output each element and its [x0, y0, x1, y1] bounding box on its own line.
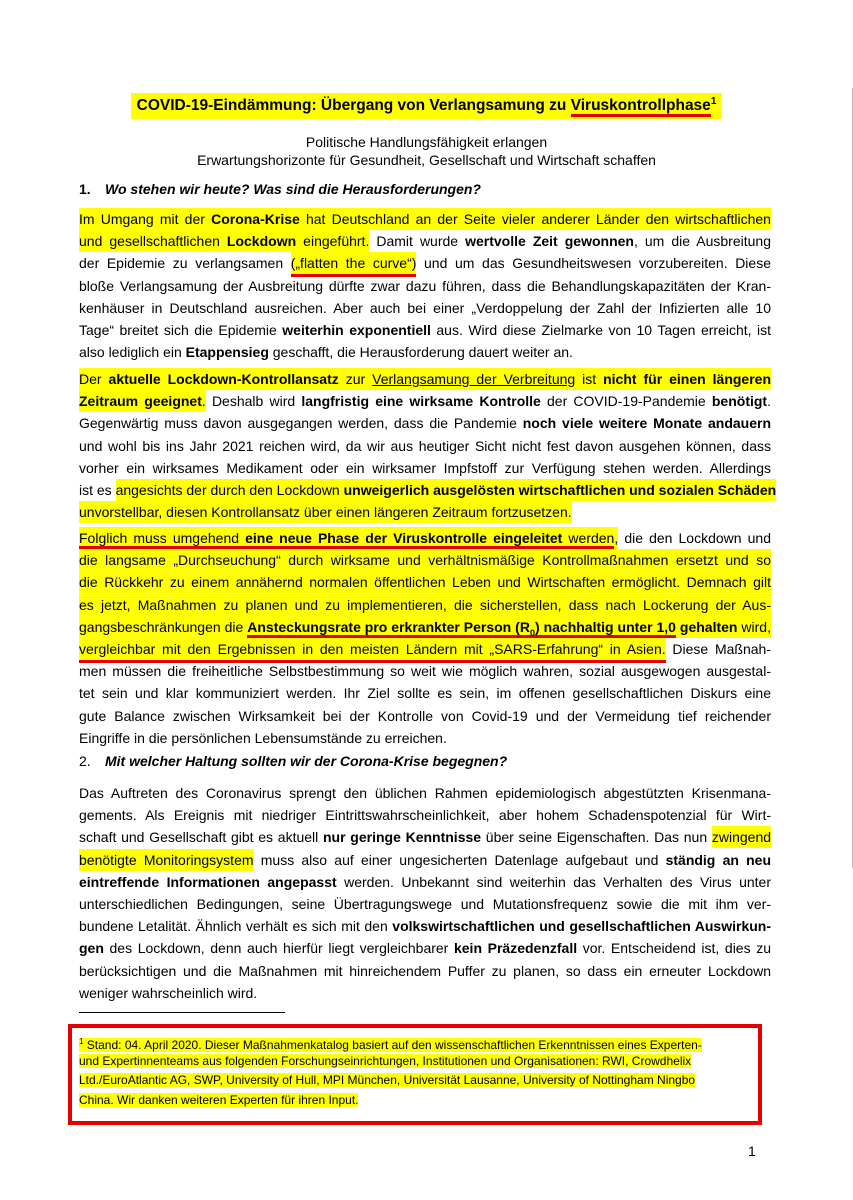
p3-line-6: vergleichbar mit den Ergebnissen in den meisten Ländern mit „SARS-Erfahrung“ in Asien. Diese Maßnah-: [79, 638, 771, 660]
p2-line-6: ist es angesichts der durch den Lockdown unweigerlich ausgelösten wirtschaftlichen und sozialen Schäden: [79, 479, 771, 501]
p4-line-4: benötigte Monitoringsystem muss also auf einer ungesicherten Datenlage aufgebaut und ständig an neu: [79, 849, 771, 871]
page-number: 1: [748, 1143, 756, 1159]
footnote-line-3: Ltd./EuroAtlantic AG, SWP, University of Hull, MPI München, Universität Lausanne, University of Nottingham Ningbo: [79, 1073, 696, 1087]
title-highlight: [131, 93, 723, 119]
p3-line-1: Folglich muss umgehend eine neue Phase der Viruskontrolle eingeleitet werden, die den Lockdown und: [79, 527, 771, 549]
p4-line-7: bundene Letalität. Ähnlich verhält es sich mit den volkswirtschaftlichen und gesellschaftlichen Auswirkun-: [79, 918, 772, 935]
subtitle-1: Politische Handlungsfähigkeit erlangen: [305, 134, 548, 150]
p3-line-5: gangsbeschränkungen die Ansteckungsrate pro erkrankter Person $(R_0)$ nachhaltig unter 1,0 gehalten wird,: [79, 616, 771, 638]
footnote-separator: [79, 1012, 285, 1013]
p1-line-5: kenhäuser in Deutschland ausreichen. Aber auch bei einer „Verdoppelung der Zahl der Infizierten alle 10: [79, 299, 771, 316]
p4-line-1: Das Auftreten des Coronavirus sprengt den üblichen Rahmen epidemiologisch abgestützten Krisenmana-: [79, 785, 771, 801]
p4-line-9: berücksichtigen und die Maßnahmen mit hinreichendem Puffer zu planen, so dass ein erneuter Lockdown: [79, 962, 771, 979]
p1-line-1: Im Umgang mit der Corona-Krise hat Deutschland an der Seite vieler anderer Länder den wirtschaftlichen: [79, 208, 771, 230]
p2-line-7: unvorstellbar, diesen Kontrollansatz über einen längeren Zeitraum fortzusetzen.: [79, 501, 771, 523]
section-1-title: Wo stehen wir heute? Was sind die Herausforderungen?: [105, 181, 481, 197]
p3-line-7: men müssen die freiheitliche Selbstbestimmung so weit wie möglich wahren, sozial ausgewogen ausgestal-: [79, 663, 771, 680]
section-2-title: Mit welcher Haltung sollten wir der Corona-Krise begegnen?: [105, 753, 508, 769]
p1-line-3: der Epidemie zu verlangsamen („flatten the curve“) und um das Gesundheitswesen vorzubereiten. Diese: [79, 252, 771, 274]
p4-line-5: eintreffende Informationen angepasst werden. Unbekannt sind weiterhin das Verhalten des Virus unter: [79, 873, 771, 890]
paragraph-3: [79, 527, 771, 749]
p3-line-9: gute Balance zwischen Wirksamkeit bei der Kontrolle von Covid-19 und der Vermeidung tief reichender: [79, 707, 771, 724]
section-2-heading: [79, 753, 507, 769]
title-footnote-mark: 1: [710, 95, 717, 107]
document-title: [0, 97, 853, 115]
footnote-line-4: China. Wir danken weiteren Experten für ihren Input.: [79, 1092, 359, 1107]
p4-line-10: weniger wahrscheinlich wird.: [79, 984, 258, 1001]
footnote-line-2: und Expertinnenteams aus folgenden Forschungseinrichtungen, Institutionen und Organisationen: RWI, Crowdhelix: [79, 1053, 692, 1068]
p2-line-2: Zeitraum geeignet. Deshalb wird langfristig eine wirksame Kontrolle der COVID-19-Pandemie benötigt.: [79, 390, 771, 412]
section-1-number: 1.: [79, 181, 91, 197]
p2-line-3: Gegenwärtig muss davon ausgegangen werden, dass die Pandemie noch viele weitere Monate andauern: [79, 415, 771, 432]
p2-line-5: vorher ein wirksames Medikament oder ein wirksamer Impfstoff zur Verfügung stehen werden. Allerdings: [79, 459, 771, 476]
p1-line-6: Tage“ breitet sich die Epidemie weiterhin exponentiell aus. Wird diese Zielmarke von 10 Tagen erreicht, ist: [79, 321, 771, 338]
p3-line-4: es jetzt, Maßnahmen zu planen und zu implementieren, die sicherstellen, dass nach Lockerung der Aus-: [79, 594, 771, 616]
footnote-mark: 1: [79, 1037, 84, 1046]
p1-line-4: bloße Verlangsamung der Ausbreitung dürfte zwar dazu führen, dass die Behandlungskapazitäten der Kran-: [79, 277, 771, 294]
footnote: [79, 1032, 759, 1110]
p1-line-2: und gesellschaftlichen Lockdown eingeführt. Damit wurde wertvolle Zeit gewonnen, um die Ausbreitung: [79, 230, 771, 252]
p4-line-2: gements. Als Ereignis mit niedriger Eintrittswahrscheinlichkeit, aber hohem Schadenspotenzial für Wirt-: [79, 807, 771, 824]
section-2-number: 2.: [79, 753, 91, 769]
paragraph-4: [79, 782, 771, 1004]
p4-line-3: schaft und Gesellschaft gibt es aktuell nur geringe Kenntnisse über seine Eigenschaften. Das nun zwingend: [79, 826, 771, 848]
footnote-line-1: $^1$ Stand: 04. April 2020. Dieser Maßnahmenkatalog basiert auf den wissenschaftlichen Erkenntnissen eines Experten-: [79, 1037, 702, 1052]
p2-line-1: Der aktuelle Lockdown-Kontrollansatz zur Verlangsamung der Verbreitung ist nicht für einen längeren: [79, 368, 771, 390]
p3-line-2: die langsame „Durchseuchung“ durch wirksame und verhältnismäßige Kontrollmaßnahmen ersetzt und so: [79, 549, 771, 571]
paragraph-2: [79, 368, 777, 523]
p1-line-7: also lediglich ein Etappensieg geschafft, die Herausforderung dauert weiter an.: [79, 344, 573, 361]
subtitle-2: Erwartungshorizonte für Gesundheit, Gesellschaft und Wirtschaft schaffen: [197, 152, 656, 168]
title-text: COVID-19-Eindämmung: Übergang von Verlangsamung zu: [136, 97, 571, 114]
title-underlined-word: Viruskontrollphase: [571, 97, 711, 117]
p2-line-4: und wohl bis ins Jahr 2021 reichen wird, da wir aus heutiger Sicht nicht fest davon ausgehen können, dass: [79, 437, 771, 454]
section-1-heading: [79, 181, 481, 197]
p3-line-3: die Rückkehr zu einem annähernd normalen öffentlichen Leben und Wirtschaften ermöglicht. Demnach gilt: [79, 571, 771, 593]
p3-line-8: tet sein und klar kommuniziert werden. Ihr Ziel sollte es sein, im offenen gesellschaftlichen Diskurs eine: [79, 685, 771, 702]
p3-line-10: Eingriffe in die persönlichen Lebensumstände zu erreichen.: [79, 729, 447, 746]
p4-line-8: gen des Lockdown, denn auch hierfür liegt vergleichbarer kein Präzedenzfall vor. Entscheidend ist, dies zu: [79, 940, 771, 957]
p4-line-6: unterschiedlichen Bedingungen, seine Übertragungswege und Mutationsfrequenz sowie die mit ihm ver-: [79, 895, 771, 912]
paragraph-1: [79, 208, 771, 363]
